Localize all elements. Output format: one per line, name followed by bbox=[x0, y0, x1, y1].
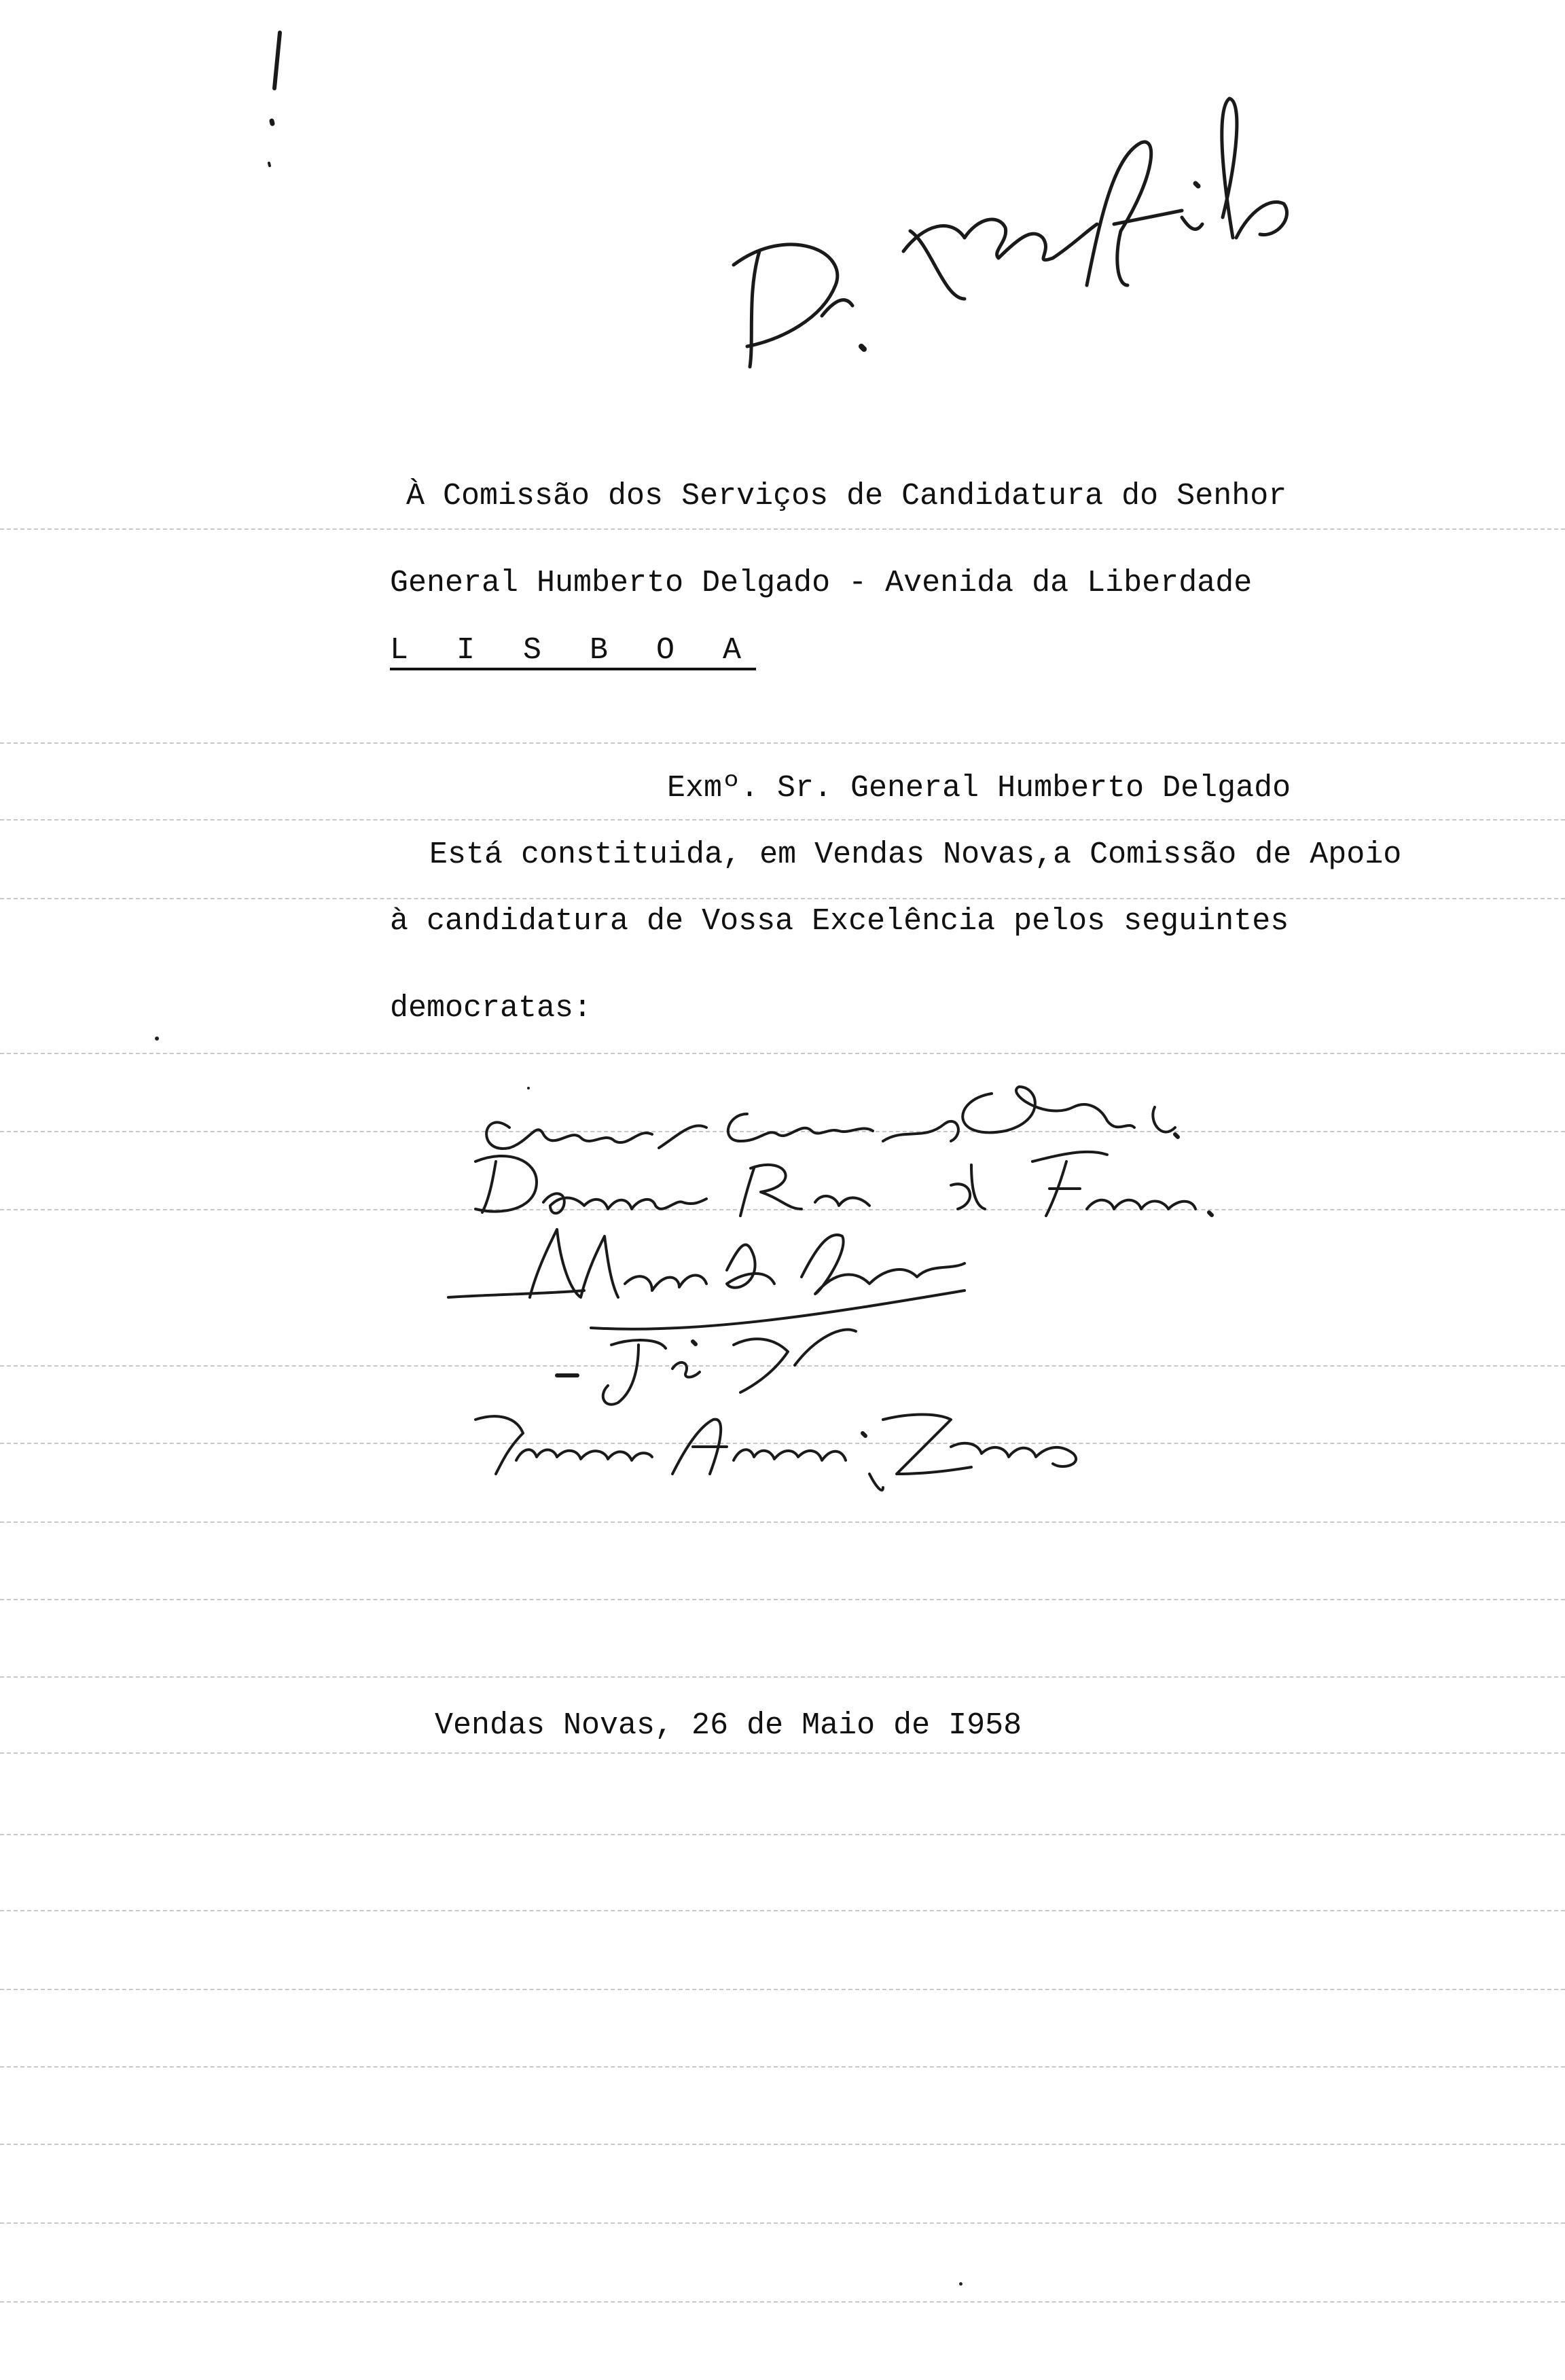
ruled-line bbox=[0, 742, 1565, 744]
ruled-line bbox=[0, 1521, 1565, 1523]
ruled-line bbox=[0, 2301, 1565, 2303]
scan-speck bbox=[959, 2282, 963, 2286]
body-line-3: democratas: bbox=[390, 991, 592, 1026]
body-line-2: à candidatura de Vossa Excelência pelos seguintes bbox=[390, 904, 1289, 939]
address-city: L I S B O A bbox=[390, 633, 757, 668]
ruled-line bbox=[0, 2144, 1565, 2145]
place-date: Vendas Novas, 26 de Maio de I958 bbox=[435, 1708, 1022, 1743]
ruled-line bbox=[0, 819, 1565, 821]
address-line-1: À Comissão dos Serviços de Candidatura do Senhor bbox=[406, 479, 1287, 513]
ruled-line bbox=[0, 1752, 1565, 1754]
address-line-2: General Humberto Delgado - Avenida da Liberdade bbox=[390, 566, 1253, 600]
ruled-line bbox=[0, 1599, 1565, 1600]
scan-speck bbox=[527, 1087, 530, 1089]
signature-1 bbox=[486, 1087, 1178, 1149]
ruled-line bbox=[0, 1676, 1565, 1678]
ruled-line bbox=[0, 898, 1565, 899]
salutation: Exmº. Sr. General Humberto Delgado bbox=[667, 771, 1291, 806]
signature-5 bbox=[475, 1415, 1076, 1490]
scan-speck bbox=[155, 1036, 159, 1041]
ruled-line bbox=[0, 1834, 1565, 1835]
ruled-line bbox=[0, 1989, 1565, 1990]
signature-2 bbox=[475, 1152, 1212, 1216]
ruled-line bbox=[0, 1910, 1565, 1911]
handwritten-annotation bbox=[706, 82, 1359, 380]
signature-3 bbox=[448, 1229, 965, 1329]
signature-block bbox=[435, 1066, 1481, 1501]
ruled-line bbox=[0, 528, 1565, 530]
signature-4 bbox=[557, 1329, 856, 1404]
ruled-line bbox=[0, 2222, 1565, 2224]
ruled-line bbox=[0, 2066, 1565, 2068]
margin-mark-icon bbox=[265, 27, 292, 163]
body-line-1: Está constituida, em Vendas Novas,a Comissão de Apoio bbox=[429, 837, 1402, 872]
ruled-line bbox=[0, 1053, 1565, 1054]
